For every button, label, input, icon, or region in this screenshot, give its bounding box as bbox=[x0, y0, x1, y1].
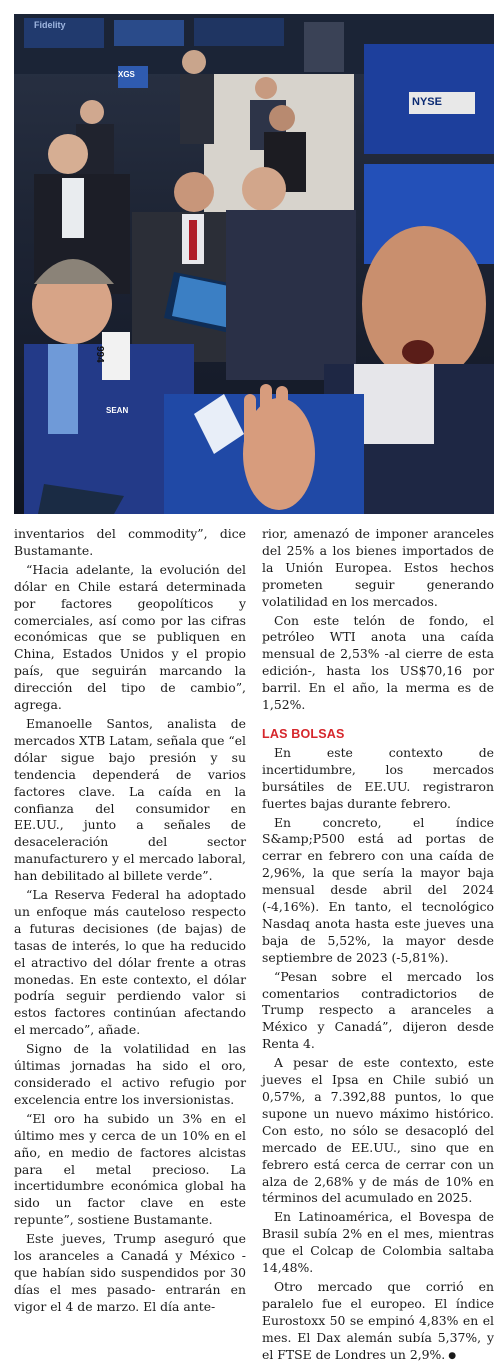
article-paragraph-final: Otro mercado que corrió en paralelo fue el europeo. El índice Eurostoxx 50 se empinó 4,83% en el mes. El Dax alemán subía 5,37%, y el FTSE de Londres un 2,9%. ● bbox=[262, 1279, 494, 1365]
article-paragraph: inventarios del commodity”, dice Bustamante. bbox=[14, 526, 246, 558]
xgs-sign: XGS bbox=[118, 70, 135, 79]
trading-floor-illustration bbox=[14, 14, 494, 514]
article-paragraph: Signo de la volatilidad en las últimas jornadas ha sido el oro, considerado el activo refugio por excelencia entre los inversionistas. bbox=[14, 1041, 246, 1107]
nyse-sign: NYSE bbox=[412, 96, 442, 108]
news-photo-traders bbox=[14, 14, 494, 514]
article-paragraph: “El oro ha subido un 3% en el último mes y cerca de un 10% en el año, en medio de factores alcistas para el metal precioso. La incertidumbre económica global ha sido un factor clave en este repunte”, sostiene Bustamante. bbox=[14, 1110, 246, 1228]
article-paragraph: rior, amenazó de imponer aranceles del 25% a los bienes importados de la Unión Europea. Estos hechos prometen seguir generando volatilidad en los mercados. bbox=[262, 526, 494, 609]
section-heading: LAS BOLSAS bbox=[262, 726, 345, 741]
article-paragraph: En Latinoamérica, el Bovespa de Brasil subía 2% en el mes, mientras que el Colcap de Colombia saltaba 14,48%. bbox=[262, 1209, 494, 1276]
article-column-right bbox=[262, 526, 494, 1367]
article-paragraph: En este contexto de incertidumbre, los mercados bursátiles de EE.UU. registraron fuertes bajas durante febrero. bbox=[262, 744, 494, 811]
badge-number: 994 bbox=[94, 346, 105, 363]
article-paragraph: En concreto, el índice S&amp;P500 está ad portas de cerrar en febrero con una caída de 2,96%, la que sería la mayor baja mensual desde abril del 2024 (-4,16%). En tanto, el tecnológico Nasdaq anota hasta este jueves una baja de 5,52%, la mayor desde septiembre de 2023 (-5,81%). bbox=[262, 814, 494, 965]
name-tag: SEAN bbox=[106, 406, 129, 415]
article-paragraph: Este jueves, Trump aseguró que los aranceles a Canadá y México -que habían sido suspendidos por 30 días el mes pasado- entrarán en vigor el 4 de marzo. El día ante- bbox=[14, 1231, 246, 1314]
article-paragraph: Con este telón de fondo, el petróleo WTI anota una caída mensual de 2,53% -al cierre de esta edición-, hasta los US$70,16 por barril. En el año, la merma es de 1,52%. bbox=[262, 612, 494, 713]
article-paragraph: A pesar de este contexto, este jueves el Ipsa en Chile subió un 0,57%, a 7.392,88 puntos, lo que supone un nuevo máximo histórico. Con esto, no sólo se desacopló del mercado de EE.UU., sino que en febrero está cerca de cerrar con un alza de 2,68% y de más de 10% en términos del acumulado en 2025. bbox=[262, 1055, 494, 1206]
article-paragraph: Emanoelle Santos, analista de mercados XTB Latam, señala que “el dólar sigue bajo presión y su tendencia dependerá de varios factores clave. La caída en la confianza del consumidor en EE.UU., junto a señales de desaceleración del sector manufacturero y el mercado laboral, han debilitado al billete verde”. bbox=[14, 715, 246, 884]
article-paragraph: “Pesan sobre el mercado los comentarios contradictorios de Trump respecto a aranceles a México y Canadá”, dijeron desde Renta 4. bbox=[262, 968, 494, 1052]
article-paragraph: “La Reserva Federal ha adoptado un enfoque más cauteloso respecto a futuras decisiones (de bajas) de tasas de interés, lo que ha reducido el atractivo del dólar frente a otras monedas. En este contexto, el dólar podría seguir perdiendo valor si estos factores continúan afectando el mercado”, añade. bbox=[14, 887, 246, 1038]
fidelity-sign: Fidelity bbox=[34, 20, 66, 30]
article-paragraph: “Hacia adelante, la evolución del dólar en Chile estará determinada por factores geopolíticos y comerciales, así como por las cifras económicas que se publiquen en China, Estados Unidos y el propio país, que seguirán marcando la dirección del tipo de cambio”, agrega. bbox=[14, 561, 246, 713]
article-column-left bbox=[14, 526, 246, 1318]
